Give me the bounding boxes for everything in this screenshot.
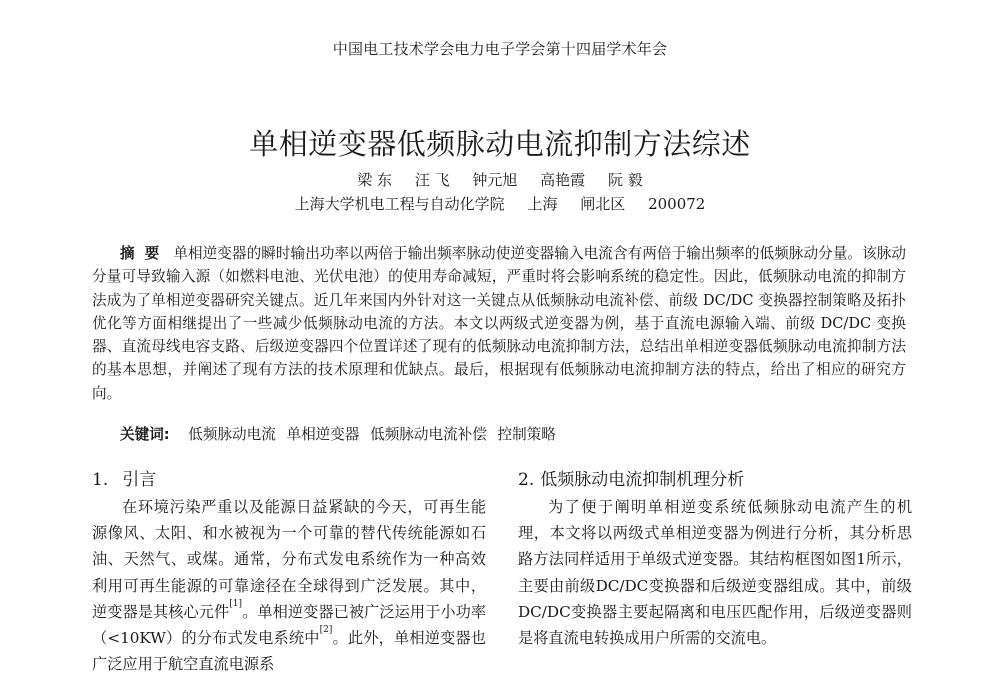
keyword: 控制策略 — [497, 426, 556, 443]
affiliation-city: 上海 — [527, 195, 558, 213]
section-heading — [92, 467, 156, 493]
paper-title: 单相逆变器低频脉动电流抑制方法综述 — [249, 127, 751, 161]
section-paragraph: 为了便于阐明单相逆变系统低频脉动电流产生的机理，本文将以两级式单相逆变器为例进行分析，其分析思路方法同样适用于单级式逆变器。其结构框图如图1所示，主要由前级DC/DC变换器和后级逆变器组成。其中，前级DC/DC变换器主要起隔离和电压匹配作用，后级逆变器则是将直流电转换成用户所需的交流电。 — [518, 498, 912, 648]
paragraph-text: 。此外，单相逆变器也广泛应用于航空直流电源系 — [92, 629, 486, 674]
author: 阮 毅 — [607, 171, 643, 189]
author: 梁 东 — [357, 171, 393, 189]
author: 高艳霞 — [540, 171, 586, 189]
author-list — [0, 169, 1000, 190]
keywords — [120, 423, 562, 444]
section-paragraph — [92, 494, 486, 677]
affiliation-district: 闸北区 — [580, 195, 626, 213]
affiliation-postcode: 200072 — [648, 195, 706, 213]
keyword: 单相逆变器 — [286, 426, 360, 443]
section-number: 2. — [518, 470, 535, 490]
abstract-text: 单相逆变器的瞬时输出功率以两倍于输出频率脉动使逆变器输入电流含有两倍于输出频率的低频脉动分量。该脉动分量可导致输入源（如燃料电池、光伏电池）的使用寿命减短，严重时将会影响系统的稳定性。因此，低频脉动电流的抑制方法成为了单相逆变器研究关键点。近几年来国内外针对这一关键点从低频脉动电流补偿、前级 DC/DC 变换器控制策略及拓扑优化等方面相继提出了一些减少低频脉动电流的方法。本文以两级式逆变器为例，基于直流电源输入端、前级 DC/DC 变换器、直流母线电容支路、后级逆变器四个位置详述了现有的低频脉动电流抑制方法，总结出单相逆变器低频脉动电流抑制方法的基本思想，并阐述了现有方法的技术原理和优缺点。最后，根据现有低频脉动电流抑制方法的特点，给出了相应的研究方向。 — [92, 245, 906, 402]
section-heading — [518, 467, 744, 493]
section-introduction — [92, 470, 486, 677]
paragraph-text: 。单相逆变器已被广泛运用于小功率（<10KW）的分布式发电系统中 — [92, 602, 486, 648]
abstract — [92, 242, 906, 405]
section-title: 低频脉动电流抑制机理分析 — [540, 470, 745, 490]
section-title: 引言 — [122, 470, 157, 490]
paragraph-text: 在环境污染严重以及能源日益紧缺的今天，可再生能源像风、太阳、和水被视为一个可靠的替代传统能源如石油、天然气、或煤。通常，分布式发电系统作为一种高效利用可再生能源的可靠途径在全球得到广泛发展。其中，逆变器是其核心元件 — [92, 498, 486, 621]
affiliation — [0, 193, 1000, 214]
keyword: 低频脉动电流 — [188, 426, 276, 443]
conference-header: 中国电工技术学会电力电子学会第十四届学术年会 — [332, 40, 668, 58]
section-mechanism-analysis — [518, 470, 912, 651]
citation-ref[interactable]: [1] — [229, 598, 242, 609]
keyword: 低频脉动电流补偿 — [370, 426, 487, 443]
author: 汪 飞 — [414, 171, 450, 189]
author: 钟元旭 — [472, 171, 518, 189]
abstract-label: 摘要 — [120, 245, 170, 262]
citation-ref[interactable]: [2] — [319, 625, 333, 636]
affiliation-institution: 上海大学机电工程与自动化学院 — [294, 195, 505, 213]
keywords-label: 关键词: — [120, 426, 170, 443]
section-number: 1. — [92, 470, 109, 490]
